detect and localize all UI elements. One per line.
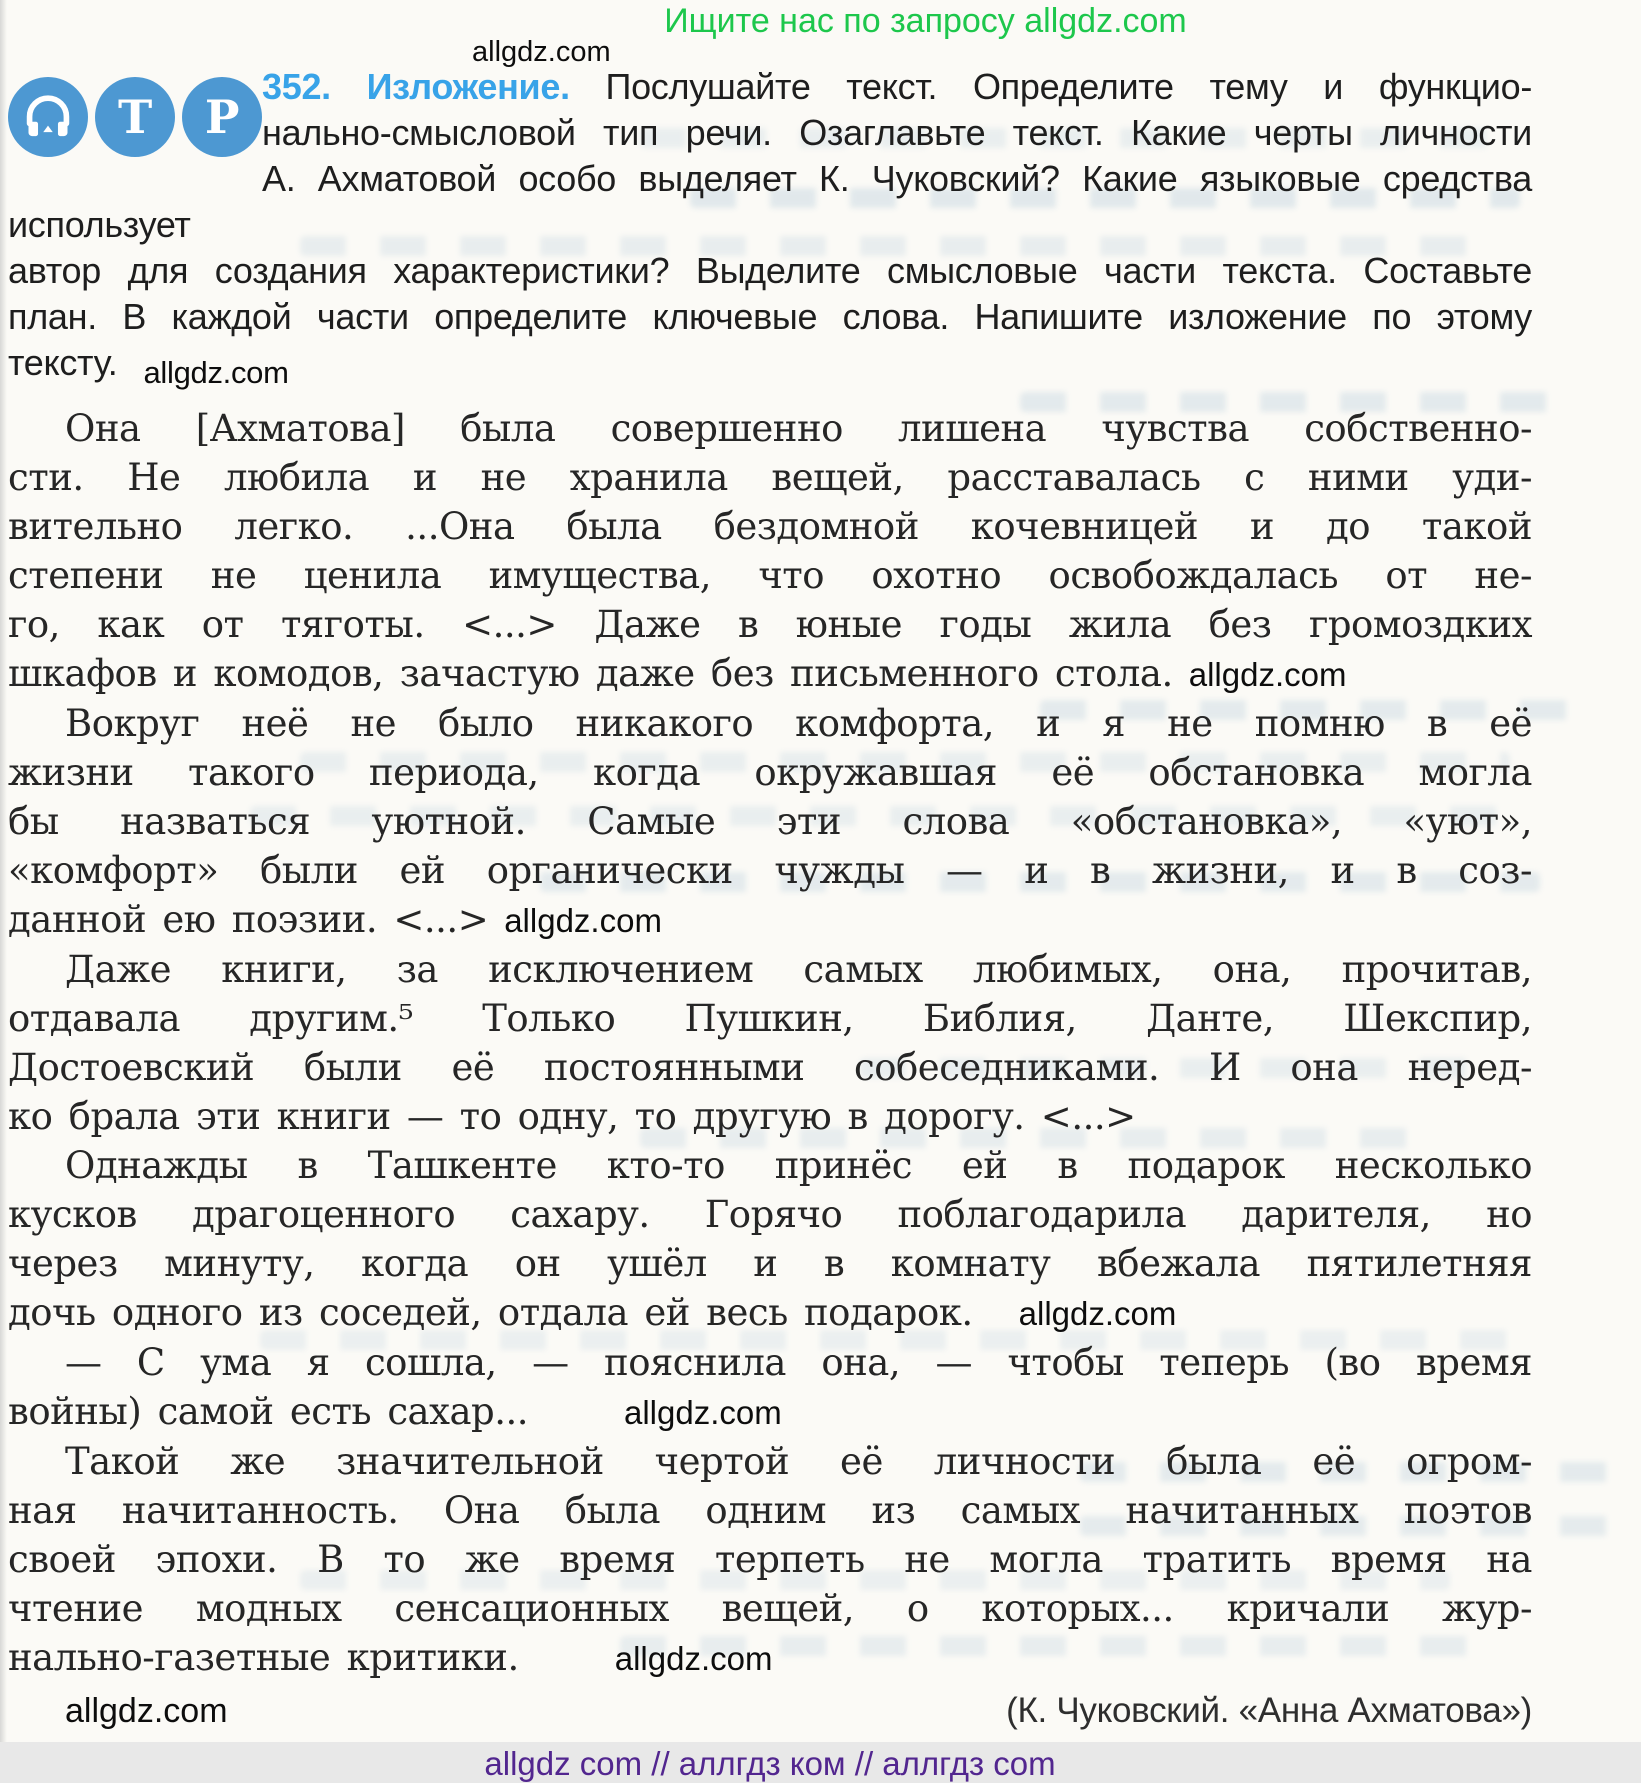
text-line <box>8 1288 1532 1338</box>
badge-t-icon <box>95 77 175 157</box>
watermark: allgdz.com <box>504 902 662 939</box>
page-content <box>8 0 1532 1783</box>
exercise-icons <box>8 70 262 164</box>
promo-banner: Ищите нас по запросу allgdz.com <box>664 2 1187 40</box>
line-text: через минуту, когда он ушёл и в комнату вбежала пятилетняя <box>8 1242 1532 1285</box>
paragraph <box>8 945 1532 1141</box>
text-line <box>8 600 1532 649</box>
line-text: Даже книги, за исключением самых любимых, она, прочитав, <box>65 948 1532 991</box>
text-line <box>8 994 1532 1043</box>
exercise-task <box>8 64 1532 388</box>
line-text: нально-смысловой тип речи. Озаглавьте текст. Какие черты личности <box>262 112 1532 153</box>
text-line <box>8 1535 1532 1584</box>
watermark: allgdz.com <box>472 36 611 68</box>
line-text: бы назваться уютной. Самые эти слова «обстановка», «уют», <box>8 800 1532 843</box>
line-text: отдавала другим.⁵ Только Пушкин, Библия, Данте, Шекспир, <box>8 997 1532 1040</box>
line-text: вительно легко. ...Она была бездомной кочевницей и до такой <box>8 505 1532 548</box>
line-text: войны) самой есть сахар... <box>8 1390 528 1433</box>
attribution-row <box>8 1691 1532 1731</box>
text-line <box>8 1338 1532 1387</box>
line-text: данной ею поэзии. <...> <box>8 898 489 941</box>
scan-edge-shadow <box>0 0 7 1742</box>
text-line <box>8 294 1532 340</box>
text-line <box>8 895 1532 945</box>
exercise-body-text <box>8 404 1532 1683</box>
line-text: ко брала эти книги — то одну, то другую в дорогу. <...> <box>8 1095 1136 1138</box>
badge-t-label: Т <box>118 90 152 144</box>
watermark: allgdz.com <box>614 1640 773 1677</box>
watermark: allgdz.com <box>1018 1295 1177 1332</box>
text-line <box>8 945 1532 994</box>
headphones-icon <box>8 77 88 157</box>
line-text: Такой же значительной чертой её личности была её огром- <box>65 1440 1532 1483</box>
line-text: Вокруг неё не было никакого комфорта, и я не помню в её <box>65 702 1532 745</box>
text-line <box>8 1043 1532 1092</box>
line-text: дочь одного из соседей, отдала ей весь подарок. <box>8 1291 973 1334</box>
line-text: го, как от тяготы. <...> Даже в юные годы жила без громоздких <box>8 603 1532 646</box>
line-text: своей эпохи. В то же время терпеть не могла тратить время на <box>8 1538 1532 1581</box>
line-text: чтение модных сенсационных вещей, о которых... кричали жур- <box>8 1587 1532 1630</box>
text-line <box>8 699 1532 748</box>
text-line <box>8 502 1532 551</box>
footer-links: allgdz com // аллгдз ком // аллгдз com <box>484 1745 1056 1782</box>
watermark: allgdz.com <box>624 1394 782 1431</box>
text-line <box>8 748 1532 797</box>
text-line <box>8 846 1532 895</box>
line-text: Однажды в Ташкенте кто-то принёс ей в подарок несколько <box>65 1144 1532 1187</box>
line-text: шкафов и комодов, зачастую даже без письменного стола. <box>8 652 1173 695</box>
line-text: тексту. <box>8 342 118 383</box>
text-line <box>8 1239 1532 1288</box>
paragraph <box>8 1437 1532 1683</box>
paragraph <box>8 1141 1532 1338</box>
line-text: кусков драгоценного сахару. Горячо поблагодарила дарителя, но <box>8 1193 1532 1236</box>
text-line <box>8 1437 1532 1486</box>
text-line <box>8 551 1532 600</box>
text-line <box>8 797 1532 846</box>
text-line <box>8 649 1532 699</box>
text-line <box>8 453 1532 502</box>
line-text: «комфорт» были ей органически чужды — и в жизни, и в соз- <box>8 849 1532 892</box>
watermark: allgdz.com <box>143 355 289 390</box>
text-line <box>8 1092 1532 1141</box>
line-text: Она [Ахматова] была совершенно лишена чувства собственно- <box>65 407 1532 450</box>
line-text: автор для создания характеристики? Выделите смысловые части текста. Составьте <box>8 250 1532 291</box>
text-line <box>8 1190 1532 1239</box>
line-text: А. Ахматовой особо выделяет К. Чуковский? Какие языковые средства использует <box>8 158 1532 245</box>
watermark: allgdz.com <box>1188 656 1347 693</box>
text-line <box>8 248 1532 294</box>
line-text: степени не ценила имущества, что охотно освобождалась от не- <box>8 554 1532 597</box>
line-text: Послушайте текст. Определите тему и функцио- <box>605 66 1533 107</box>
text-line <box>8 1633 1532 1683</box>
badge-r-icon <box>182 77 262 157</box>
text-line <box>8 1141 1532 1190</box>
line-text: жизни такого периода, когда окружавшая её обстановка могла <box>8 751 1532 794</box>
line-text: ная начитанность. Она была одним из самых начитанных поэтов <box>8 1489 1532 1532</box>
text-line <box>8 156 1532 248</box>
text-line <box>8 1486 1532 1535</box>
paragraph <box>8 699 1532 945</box>
attribution: (К. Чуковский. «Анна Ахматова») <box>1006 1691 1532 1730</box>
exercise-number-title: 352. Изложение. <box>262 66 570 107</box>
paragraph <box>8 404 1532 699</box>
text-line <box>8 340 1532 388</box>
text-line <box>8 1387 1532 1437</box>
line-text: нально-газетные критики. <box>8 1636 519 1679</box>
line-text: план. В каждой части определите ключевые слова. Напишите изложение по этому <box>8 296 1532 337</box>
line-text: сти. Не любила и не хранила вещей, расставалась с ними уди- <box>8 456 1532 499</box>
line-text: — С ума я сошла, — пояснила она, — чтобы теперь (во время <box>65 1341 1532 1384</box>
paragraph <box>8 1338 1532 1437</box>
badge-r-label: Р <box>204 90 240 144</box>
watermark: allgdz.com <box>65 1692 228 1730</box>
text-line <box>8 404 1532 453</box>
line-text: Достоевский были её постоянными собеседниками. И она неред- <box>8 1046 1532 1089</box>
text-line <box>8 1584 1532 1633</box>
